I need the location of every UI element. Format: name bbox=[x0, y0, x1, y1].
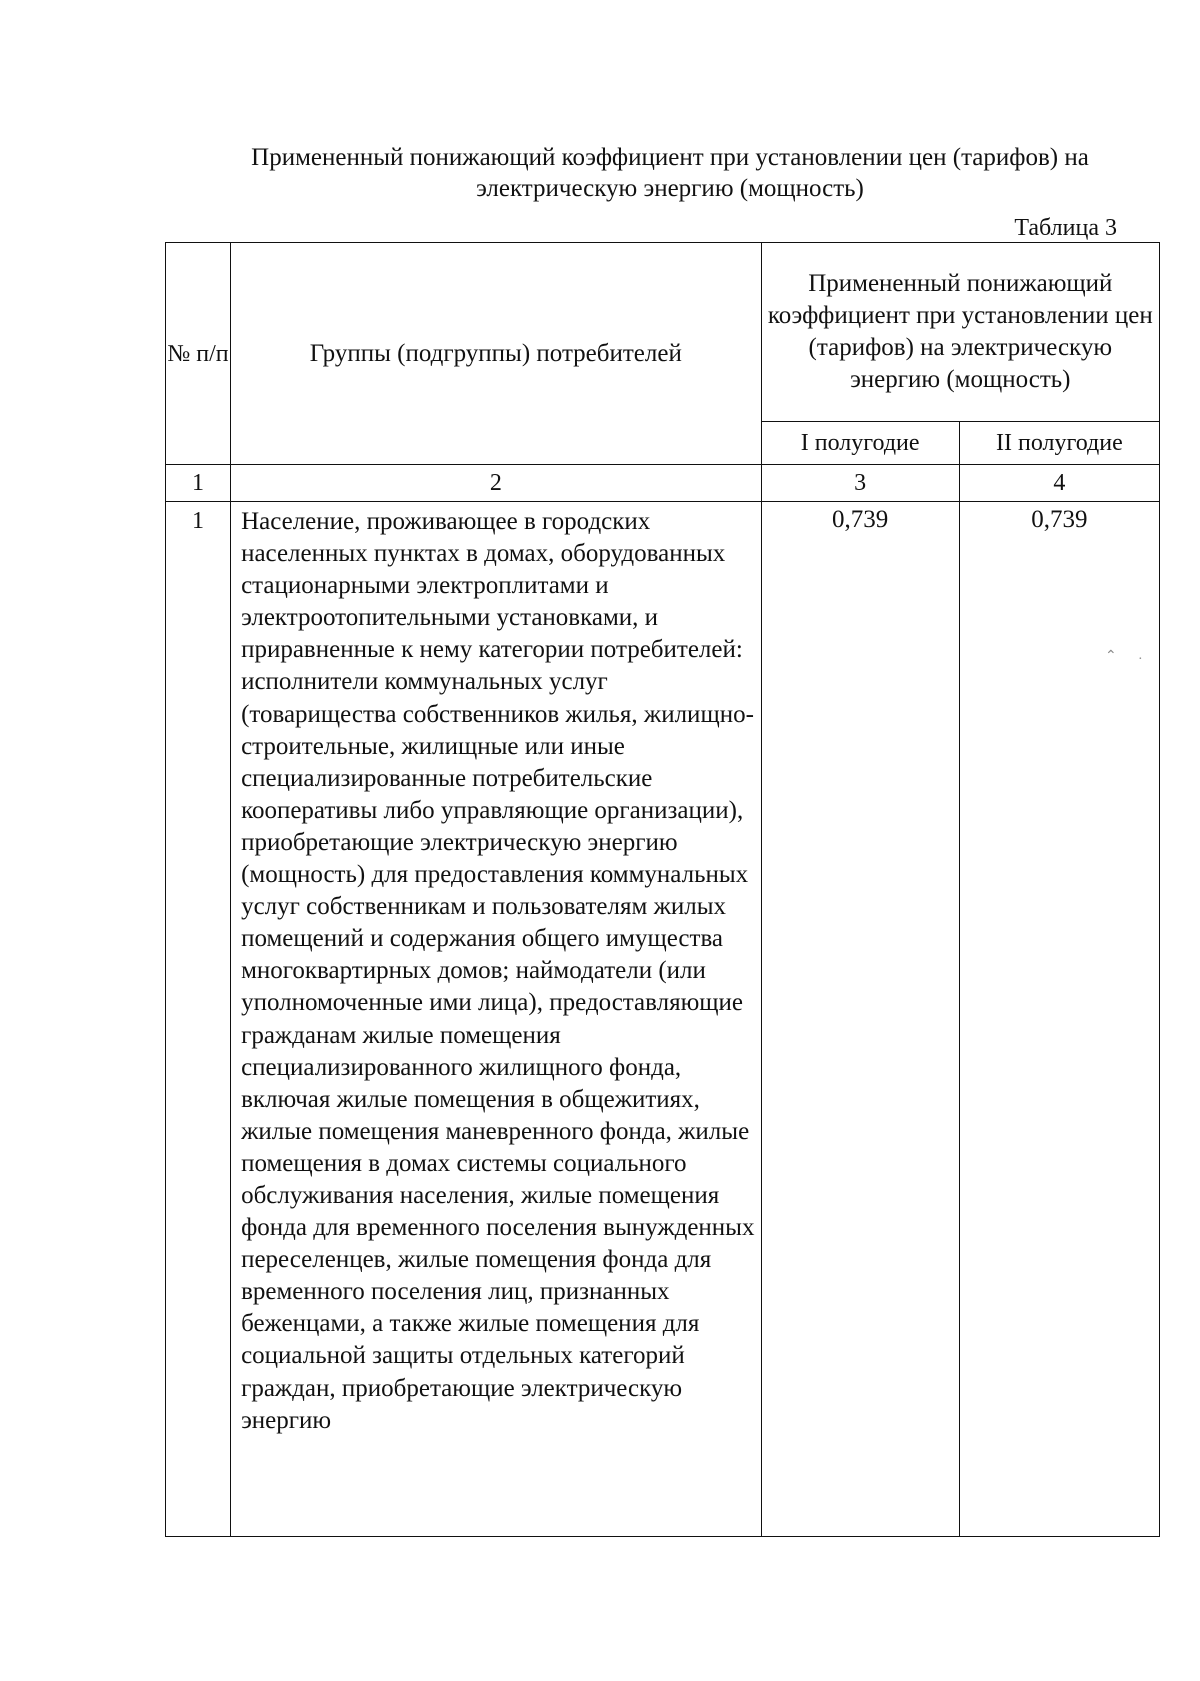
header-consumer-groups: Группы (подгруппы) потребителей bbox=[231, 243, 762, 465]
document-title-line-1: Примененный понижающий коэффициент при установлении цен (тарифов) на bbox=[251, 144, 1089, 171]
column-number: 1 bbox=[166, 465, 231, 502]
document-title bbox=[150, 142, 1190, 204]
header-half-year-1: I полугодие bbox=[761, 422, 959, 465]
table-label: Таблица 3 bbox=[1014, 215, 1117, 241]
scan-speck: ⌃ bbox=[1105, 649, 1117, 664]
column-number: 3 bbox=[761, 465, 959, 502]
consumer-group-description: Население, проживающее в городских населенных пунктах в домах, оборудованных стационарными электроплитами и электроотопительными установками, и приравненные к нему категории потребителей: исполнители коммунальных услуг (товарищества собственников жилья, жилищно-строительные, жилищные или иные специализированные потребительские кооперативы либо управляющие организации), приобретающие электрическую энергию (мощность) для предоставления коммунальных услуг собственникам и пользователям жилых помещений и содержания общего имущества многоквартирных домов; наймодатели (или уполномоченные ими лица), предоставляющие гражданам жилые помещения специализированного жилищного фонда, включая жилые помещения в общежитиях, жилые помещения маневренного фонда, жилые помещения в домах системы социального обслуживания населения, жилые помещения фонда для временного поселения вынужденных переселенцев, жилые помещения фонда для временного поселения лиц, признанных беженцами, а также жилые помещения для социальной защиты отдельных категорий граждан, приобретающие электрическую энергию bbox=[231, 502, 762, 1537]
column-number: 4 bbox=[959, 465, 1159, 502]
document-title-line-2: электрическую энергию (мощность) bbox=[476, 175, 864, 202]
table-header-row bbox=[166, 243, 1160, 422]
column-number-row bbox=[166, 465, 1160, 502]
column-number: 2 bbox=[231, 465, 762, 502]
coefficient-half-year-1: 0,739 bbox=[761, 502, 959, 1537]
header-num: № п/п bbox=[166, 243, 231, 465]
coefficient-half-year-2: 0,739 bbox=[959, 502, 1159, 1537]
table-row bbox=[166, 502, 1160, 1537]
coefficient-table bbox=[165, 242, 1160, 1537]
header-coefficient: Примененный понижающий коэффициент при установлении цен (тарифов) на электрическую энергию (мощность) bbox=[761, 243, 1159, 422]
row-number: 1 bbox=[166, 502, 231, 1537]
header-half-year-2: II полугодие bbox=[959, 422, 1159, 465]
scan-speck: · bbox=[1138, 652, 1143, 667]
